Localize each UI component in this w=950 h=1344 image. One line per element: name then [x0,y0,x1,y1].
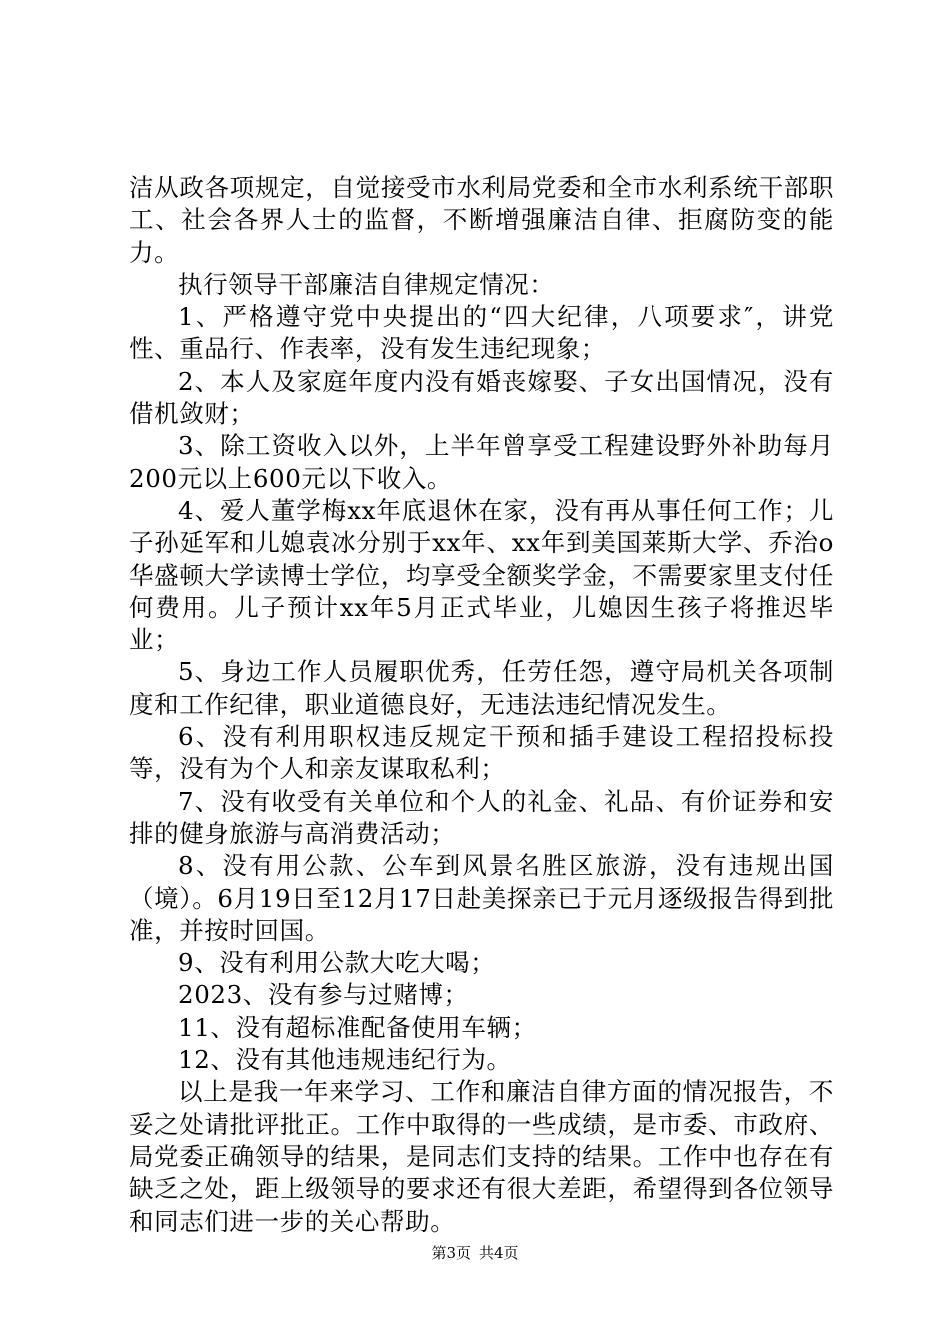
paragraph-item-4: 4、爱人董学梅xx年底退休在家，没有再从事任何工作；儿子孙延军和儿媳袁冰分别于xx年、xx年到美国莱斯大学、乔治o华盛顿大学读博士学位，均享受全额奖学金，不需要家里支付任何费用。儿子预计xx年5月正式毕业，儿媳因生孩子将推迟毕业； [129,495,834,655]
paragraph-conclusion: 以上是我一年来学习、工作和廉洁自律方面的情况报告，不妥之处请批评批正。工作中取得的一些成绩，是市委、市政府、局党委正确领导的结果，是同志们支持的结果。工作中也存在有缺乏之处，距上级领导的要求还有很大差距，希望得到各位领导和同志们进一步的关心帮助。 [129,1077,834,1236]
paragraph-item-6: 6、没有利用职权违反规定干预和插手建设工程招投标投等，没有为个人和亲友谋取私利； [129,722,834,784]
paragraph-item-9: 9、没有利用公款大吃大喝； [178,948,496,978]
page-number: 第3页 [431,1244,471,1262]
paragraph-item-3: 3、除工资收入以外，上半年曾享受工程建设野外补助每月200元以上600元以下收入。 [129,431,834,493]
paragraph-heading-self-discipline: 执行领导干部廉洁自律规定情况： [178,269,555,299]
body-text [129,172,834,1238]
page-footer [0,1243,950,1263]
paragraph-item-8: 8、没有用公款、公车到风景名胜区旅游，没有违规出国（境）。6月19日至12月17日赴美探亲已于元月逐级报告得到批准，并按时回国。 [129,851,834,945]
paragraph-item-5: 5、身边工作人员履职优秀，任劳任怨，遵守局机关各项制度和工作纪律，职业道德良好，无违法违纪情况发生。 [129,657,834,719]
paragraph-continuation: 洁从政各项规定，自觉接受市水利局党委和全市水利系统干部职工、社会各界人士的监督，不断增强廉洁自律、拒腐防变的能力。 [129,173,834,267]
paragraph-item-12: 12、没有其他违规违纪行为。 [178,1045,512,1075]
paragraph-item-11: 11、没有超标准配备使用车辆； [178,1012,537,1042]
paragraph-item-2: 2、本人及家庭年度内没有婚丧嫁娶、子女出国情况，没有借机敛财； [129,366,834,429]
page-total: 共4页 [479,1244,519,1262]
paragraph-item-7: 7、没有收受有关单位和个人的礼金、礼品、有价证券和安排的健身旅游与高消费活动； [129,786,834,848]
paragraph-item-1: 1、严格遵守党中央提出的“四大纪律，八项要求″，讲党性、重品行、作表率，没有发生违纪现象； [129,302,834,364]
paragraph-item-10: 2023、没有参与过赌博； [178,980,469,1010]
